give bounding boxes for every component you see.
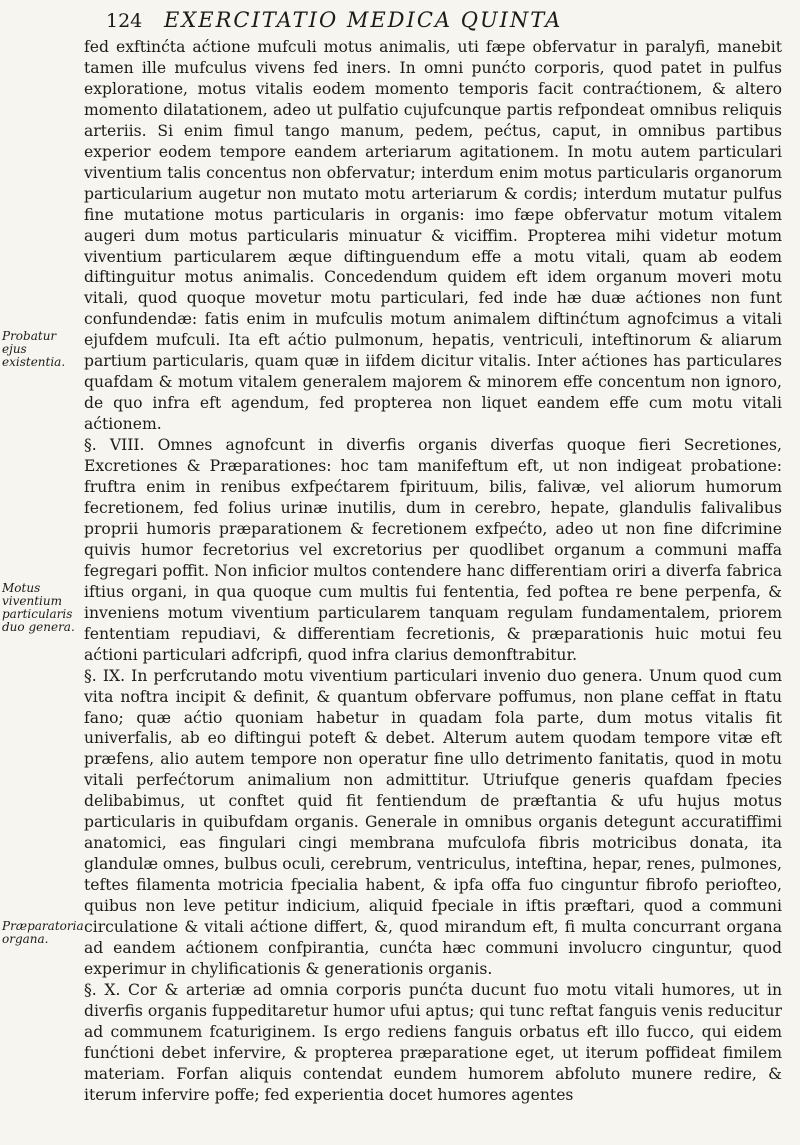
paragraph-section-9: §. IX. In perfcrutando motu viventium particulari invenio duo genera. Unum quod cum vita noftra incipit & definit, & quantum obfervare poffumus, non plane ceffat in ftatu fano; quæ aćtio quoniam habetur in quadam fola parte, dum motus vitalis fit univerfalis, ab eo diftingui poteft & debet. Alterum autem quodam tempore vitæ eft præfens, alio autem tempore non operatur fine ullo detrimento fanitatis, quod in motu vitali perfećtorum animalium non admittitur. Utriufque generis quafdam fpecies delibabimus, ut conftet quid fit fentiendum de præftantia & ufu hujus motus particularis in quibufdam organis. Generale in omnibus organis detegunt accuratiffimi anatomici, eas fingulari cingi membrana mufculofa fibris motricibus donata, ita glandulæ omnes, bulbus oculi, cerebrum, ventriculus, inteftina, hepar, renes, pulmones, teftes filamenta motricia fpecialia habent, & ipfa offa fuo cinguntur fibrofo periofteo, quibus non leve petitur indicium, aliquid fpeciale in iftis præftari, quod a communi circulatione & vitali aćtione differt, &, quod mirandum eft, fi multa concurrant organa ad eandem aćtionem confpirantia, cunćta hæc communi involucro cinguntur, quod experimur in chylificationis & generationis organis.	[84, 666, 782, 978]
paragraph-section-10: §. X. Cor & arteriæ ad omnia corporis punćta ducunt fuo motu vitali humores, ut in diverfis organis fuppeditaretur humor ufui aptus; qui tunc reftat fanguis venis reducitur ad communem fcaturiginem. Is ergo rediens fanguis orbatus eft illo fucco, qui eidem funćtioni debet infervire, & propterea præparatione eget, ut iterum poffideat fimilem materiam. Forfan aliquis contendat eundem humorem abfoluto munere redire, & iterum infervire poffe; fed experientia docet humores agentes	[84, 980, 782, 1104]
margin-note-motus: Motus viventium particularis duo genera.	[2, 581, 75, 634]
page-header	[60, 8, 760, 38]
margin-note-probatur: Probatur ejus existentia.	[2, 329, 66, 369]
page-number: 124	[106, 10, 143, 32]
margin-note-praeparatoria: Præparatoria organa.	[2, 919, 84, 946]
body-text	[84, 37, 782, 1106]
running-title: EXERCITATIO MEDICA QUINTA	[164, 8, 563, 32]
paragraph-section-8: §. VIII. Omnes agnofcunt in diverfis organis diverfas quoque fieri Secretiones, Excretiones & Præparationes: hoc tam manifeftum eft, ut non indigeat probatione: fruftra enim in renibus exfpećtarem fpirituum, bilis, falivæ, vel aliorum humorum fecretionem, fed folius urinæ inutilis, dum in cerebro, hepate, glandulis falivalibus proprii humoris præparationem & fecretionem exfpećto, adeo ut non fine difcrimine quivis humor fecretorius vel excretorius per quodlibet organum a communi maffa fegregari poffit. Non inficior multos contendere hanc differentiam oriri a diverfa fabrica iftius organi, in qua quoque cum multis fui fententia, fed poftea re bene perpenfa, & inveniens motum viventium particularem tanquam regulam fundamentalem, priorem fententiam repudiavi, & differentiam fecretionis, & præparationis huic motui feu aćtioni particulari adfcripfi, quod infra clarius demonftrabitur.	[84, 436, 782, 664]
paragraph-continuation: fed exftinćta aćtione mufculi motus animalis, uti fæpe obfervatur in paralyfi, manebit tamen ille mufculus vivens fed iners. In omni punćto corporis, quod patet in pulfus exploratione, motus vitalis eodem momento temporis facit contraćtionem, & altero momento dilatationem, adeo ut pulfatio cujufcunque partis refpondeat omnibus reliquis arteriis. Si enim fimul tango manum, pedem, pećtus, caput, in omnibus partibus experior eodem tempore eandem arteriarum agitationem. In motu autem particulari viventium talis concentus non obfervatur; interdum enim motus particularis organorum particularium augetur non mutato motu arteriarum & cordis; interdum mutatur pulfus fine mutatione motus particularis in organis: imo fæpe obfervatur motum vitalem augeri dum motus particularis minuatur & viciffim. Propterea mihi videtur motum viventium particularem æque diftinguendum effe a motu vitali, quam ab eodem diftinguitur motus animalis. Concedendum quidem eft idem organum moveri motu vitali, quod quoque movetur motu particulari, fed inde hæ duæ aćtiones non funt confundendæ: fatis enim in mufculis motum animalem diftinćtum agnofcimus a vitali ejufdem mufculi. Ita eft aćtio pulmonum, hepatis, ventriculi, inteftinorum & aliarum partium particularis, quam quæ in iifdem dicitur vitalis. Inter aćtiones has particulares quafdam & motum vitalem generalem majorem & minorem effe concentum non ignoro, de quo infra eft agendum, fed propterea non liquet eandem effe cum motu vitali aćtionem.	[84, 38, 782, 434]
